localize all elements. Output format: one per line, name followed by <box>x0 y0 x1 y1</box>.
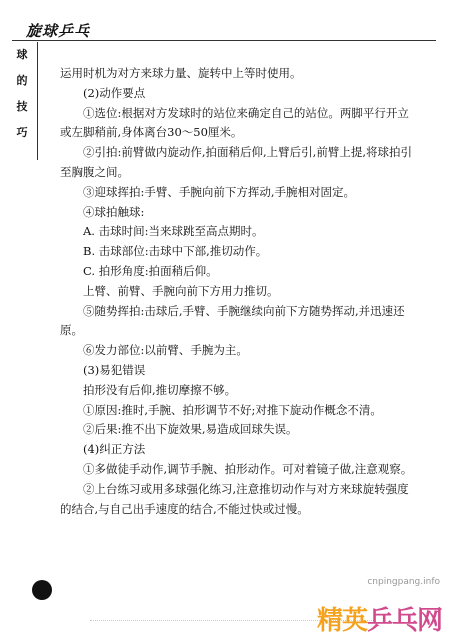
paragraph: (2)动作要点 <box>83 85 146 100</box>
side-label-char: 球 <box>16 48 28 61</box>
paragraph: A. 击球时间:当来球跳至高点期时。 <box>83 224 264 239</box>
page-marker-icon <box>32 580 52 600</box>
paragraph: ①多做徒手动作,调节手腕、拍形动作。可对着镜子做,注意观察。 <box>83 461 413 476</box>
watermark <box>316 577 446 637</box>
paragraph: ⑥发力部位:以前臂、手腕为主。 <box>83 343 248 358</box>
side-rule <box>37 42 38 160</box>
running-header: 旋球乒乓 <box>26 22 91 40</box>
paragraph: 运用时机为对方来球力量、旋转中上等时使用。 <box>60 66 302 80</box>
paragraph: B. 击球部位:击球中下部,推切动作。 <box>83 244 268 259</box>
paragraph: ①选位:根据对方发球时的站位来确定自己的站位。两脚平行开立或左脚稍前,身体离台30～50厘米。 <box>60 105 409 140</box>
side-label-char: 的 <box>16 74 28 87</box>
paragraph: ①原因:推时,手腕、拍形调节不好;对推下旋动作概念不清。 <box>83 402 382 417</box>
watermark-url: cnpingpang.info <box>367 577 440 587</box>
paragraph: C. 拍形角度:拍面稍后仰。 <box>83 263 218 278</box>
paragraph: ④球拍触球: <box>83 204 145 219</box>
watermark-logo <box>317 600 442 637</box>
body-text <box>60 64 418 519</box>
watermark-text-b: 乒乓网 <box>366 606 442 636</box>
header-rule <box>12 40 436 41</box>
side-label-char: 技 <box>16 100 28 113</box>
paragraph: ②引拍:前臂做内旋动作,拍面稍后仰,上臂后引,前臂上提,将球拍引至胸腹之间。 <box>60 145 412 179</box>
paragraph: 拍形没有后仰,推切摩擦不够。 <box>83 382 237 397</box>
paragraph: (4)纠正方法 <box>83 442 146 457</box>
paragraph: ③迎球挥拍:手臂、手腕向前下方挥动,手腕相对固定。 <box>83 184 356 199</box>
paragraph: ②上台练习或用多球强化练习,注意推切动作与对方来球旋转强度的结合,与自己出手速度的结合,不能过快或过慢。 <box>60 481 409 516</box>
watermark-text-a: 精英 <box>316 606 367 636</box>
side-label-char: 巧 <box>16 126 28 139</box>
paragraph: (3)易犯错误 <box>83 362 146 377</box>
paragraph: ②后果:推不出下旋效果,易造成回球失误。 <box>83 422 298 437</box>
paragraph: 上臂、前臂、手腕向前下方用力推切。 <box>83 283 279 298</box>
side-label <box>14 48 30 140</box>
paragraph: ⑤随势挥拍:击球后,手臂、手腕继续向前下方随势挥动,并迅速还原。 <box>60 303 405 338</box>
